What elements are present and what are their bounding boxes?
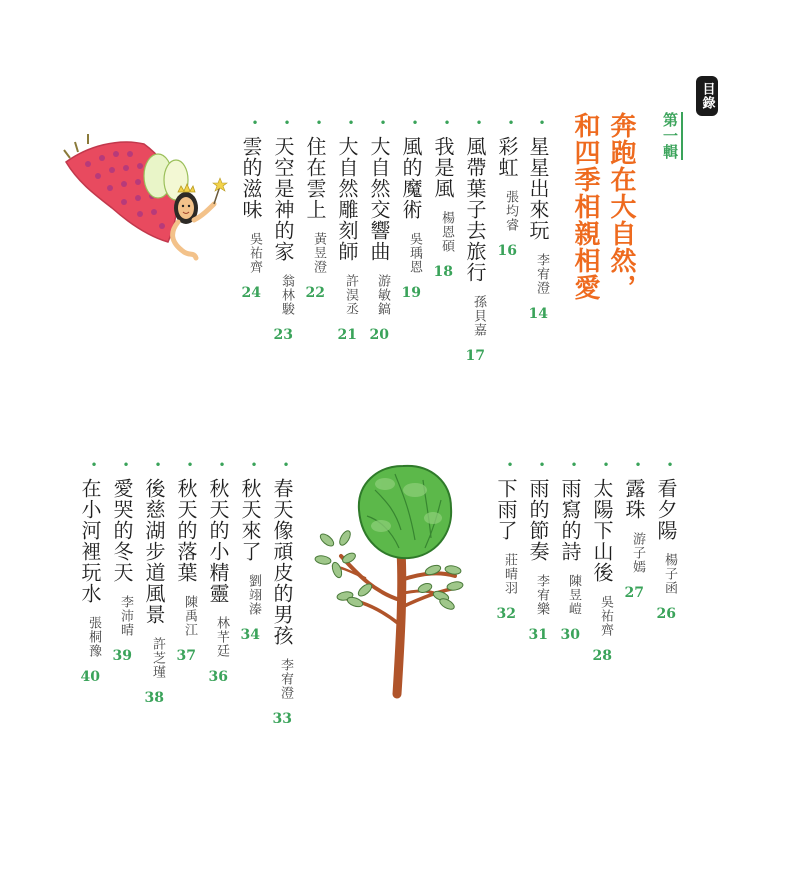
bullet-dot: •: [344, 116, 358, 130]
entry-author: 游敏鎬: [375, 274, 390, 316]
entry-title: 秋天來了: [238, 478, 262, 562]
toc-entry[interactable]: [496, 458, 516, 621]
entry-title: 太陽下山後: [590, 478, 614, 583]
entry-title: 露珠: [622, 478, 646, 520]
entry-title: 春天像頑皮的男孩: [270, 478, 294, 646]
toc-entry[interactable]: [112, 458, 132, 663]
entry-author: 吳祐齊: [598, 595, 613, 637]
entry-title: 天空是神的家: [271, 136, 295, 262]
entry-page: 28: [592, 648, 612, 664]
entry-title: 雲的滋味: [239, 136, 263, 220]
entry-author: 孫貝嘉: [471, 295, 486, 337]
bullet-dot: •: [376, 116, 390, 130]
entry-title: 住在雲上: [303, 136, 327, 220]
bullet-dot: •: [87, 458, 101, 472]
bullet-dot: •: [248, 116, 262, 130]
entry-title: 星星出來玩: [526, 136, 550, 241]
toc-entry[interactable]: [528, 458, 548, 642]
fairy-lower-arm: [173, 222, 196, 258]
entry-page: 37: [176, 648, 196, 664]
entry-page: 14: [528, 306, 548, 322]
entry-author: 楊子函: [662, 553, 677, 595]
entry-author: 莊晴羽: [502, 553, 517, 595]
toc-entry[interactable]: [272, 458, 292, 726]
entry-page: 38: [144, 690, 164, 706]
bullet-dot: •: [151, 458, 165, 472]
bullet-dot: •: [279, 458, 293, 472]
bullet-dot: •: [440, 116, 454, 130]
section-title-line-2: 和四季相親相愛: [570, 112, 600, 301]
entry-page: 30: [560, 627, 580, 643]
entry-title: 秋天的落葉: [174, 478, 198, 583]
entry-author: 林芊廷: [214, 616, 229, 658]
fairy-illustration: [58, 124, 228, 269]
fairy-face: [178, 197, 194, 219]
section-title-line-1: 奔跑在大自然，: [606, 112, 636, 301]
entry-title: 我是風: [431, 136, 455, 199]
entry-title: 愛哭的冬天: [110, 478, 134, 583]
bullet-dot: •: [663, 458, 677, 472]
toc-entry[interactable]: [240, 458, 260, 642]
entry-title: 看夕陽: [654, 478, 678, 541]
entry-page: 23: [273, 327, 293, 343]
bullet-dot: •: [408, 116, 422, 130]
entry-title: 後慈湖步道風景: [142, 478, 166, 625]
entry-page: 21: [337, 327, 357, 343]
bullet-dot: •: [312, 116, 326, 130]
bullet-dot: •: [535, 458, 549, 472]
toc-entry[interactable]: [273, 116, 293, 342]
toc-entry[interactable]: [624, 458, 644, 600]
toc-entry[interactable]: [497, 116, 517, 258]
entry-page: 31: [528, 627, 548, 643]
entry-author: 翁林駿: [279, 274, 294, 316]
entry-author: 吳瑀恩: [407, 232, 422, 274]
entry-author: 李宥澄: [534, 253, 549, 295]
bullet-dot: •: [535, 116, 549, 130]
bullet-dot: •: [567, 458, 581, 472]
entry-author: 劉翊溱: [246, 574, 261, 616]
entry-page: 40: [80, 669, 100, 685]
tree-illustration: [305, 460, 465, 700]
wand-star-icon: [213, 178, 227, 191]
bullet-dot: •: [119, 458, 133, 472]
entry-author: 陳昱嵦: [566, 574, 581, 616]
toc-entry[interactable]: [656, 458, 676, 621]
section-label: [660, 112, 681, 160]
toc-entry[interactable]: [144, 458, 164, 705]
entry-author: 張均睿: [503, 190, 518, 232]
toc-entry[interactable]: [528, 116, 548, 321]
bullet-dot: •: [503, 458, 517, 472]
toc-entry[interactable]: [208, 458, 228, 684]
bullet-dot: •: [504, 116, 518, 130]
entry-title: 大自然交響曲: [367, 136, 391, 262]
bullet-dot: •: [280, 116, 294, 130]
entry-author: 許芝瑾: [150, 637, 165, 679]
entry-author: 許淏丞: [343, 274, 358, 316]
toc-entry[interactable]: [305, 116, 325, 300]
bullet-dot: •: [599, 458, 613, 472]
toc-entry[interactable]: [176, 458, 196, 663]
toc-entry[interactable]: [337, 116, 357, 342]
entry-author: 李沛晴: [118, 595, 133, 637]
entry-title: 雨寫的詩: [558, 478, 582, 562]
entry-page: 22: [305, 285, 325, 301]
toc-entry[interactable]: [465, 116, 485, 363]
entry-author: 吳祐齊: [247, 232, 262, 274]
entry-page: 19: [401, 285, 421, 301]
entry-page: 24: [241, 285, 261, 301]
entry-author: 陳禹江: [182, 595, 197, 637]
entry-page: 16: [497, 243, 517, 259]
entry-title: 風的魔術: [399, 136, 423, 220]
entry-page: 33: [272, 711, 292, 727]
entry-title: 雨的節奏: [526, 478, 550, 562]
entry-page: 18: [433, 264, 453, 280]
entry-page: 26: [656, 606, 676, 622]
entry-title: 大自然雕刻師: [335, 136, 359, 262]
bullet-dot: •: [183, 458, 197, 472]
toc-entry[interactable]: [592, 458, 612, 663]
bullet-dot: •: [631, 458, 645, 472]
entry-page: 17: [465, 348, 485, 364]
entry-page: 32: [496, 606, 516, 622]
entry-author: 黃昱澄: [311, 232, 326, 274]
toc-entry[interactable]: [401, 116, 421, 300]
entry-title: 秋天的小精靈: [206, 478, 230, 604]
entry-author: 李宥澄: [278, 658, 293, 700]
entry-page: 27: [624, 585, 644, 601]
toc-entry[interactable]: [560, 458, 580, 642]
entry-title: 風帶葉子去旅行: [463, 136, 487, 283]
entry-title: 在小河裡玩水: [78, 478, 102, 604]
section-label-text: 第一輯: [661, 112, 683, 160]
entry-title: 彩虹: [495, 136, 519, 178]
bullet-dot: •: [215, 458, 229, 472]
entry-author: 楊恩碩: [439, 211, 454, 253]
toc-entry[interactable]: [241, 116, 261, 300]
entry-page: 34: [240, 627, 260, 643]
entry-page: 39: [112, 648, 132, 664]
toc-tab: 目錄: [696, 76, 718, 116]
entry-author: 張桐豫: [86, 616, 101, 658]
toc-entry[interactable]: [80, 458, 100, 684]
toc-entry[interactable]: [369, 116, 389, 342]
bullet-dot: •: [247, 458, 261, 472]
bullet-dot: •: [472, 116, 486, 130]
entry-page: 36: [208, 669, 228, 685]
entry-author: 李宥樂: [534, 574, 549, 616]
entry-title: 下雨了: [494, 478, 518, 541]
entry-author: 游子嫣: [630, 532, 645, 574]
entry-page: 20: [369, 327, 389, 343]
toc-entry[interactable]: [433, 116, 453, 279]
